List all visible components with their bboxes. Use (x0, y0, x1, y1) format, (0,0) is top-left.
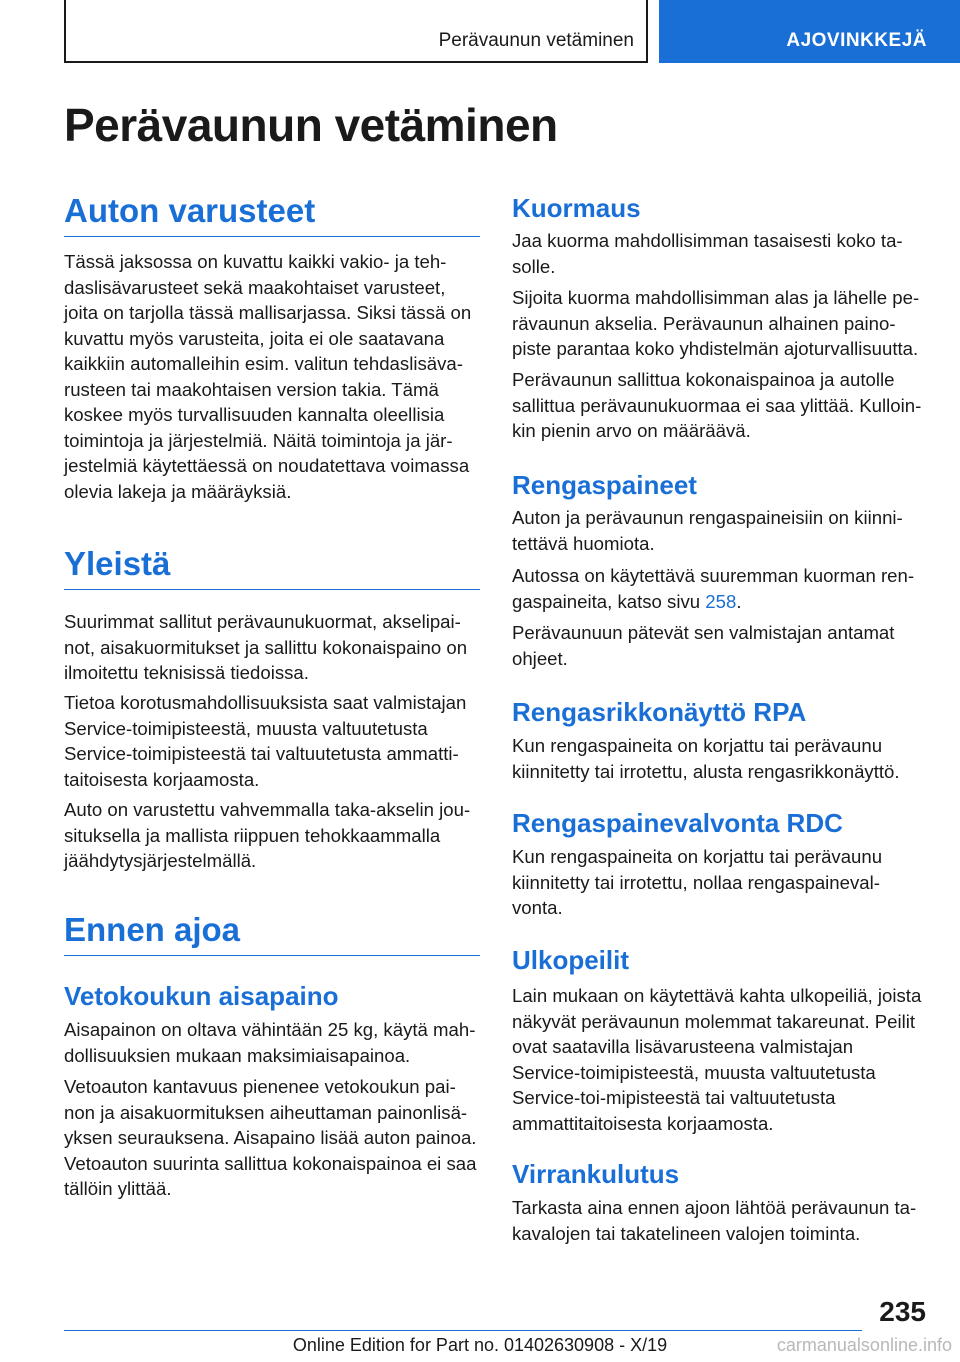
paragraph-general-1: Suurimmat sallitut perävaunukuormat, akselipai-not, aisakuormitukset ja sallittu kokonaispaino on ilmoitettu teknisissä tiedoissa. (64, 611, 468, 683)
header-section-tab (64, 0, 648, 63)
paragraph-mirrors: Lain mukaan on käytettävä kahta ulkopeiliä, joista näkyvät perävaunun molemmat takareunat. Peilit ovat saatavilla lisävarusteena valmistajan Service-toimipisteestä, muusta valtuutetusta Service-toi-mipisteestä tai valtuutetusta ammattitaitoisesta korjaamosta. (512, 985, 922, 1134)
heading-yleista: Yleistä (64, 545, 480, 590)
paragraph-tyre-3: Perävaunuun pätevät sen valmistajan antamat ohjeet. (512, 622, 895, 669)
paragraph-loading-1: Jaa kuorma mahdollisimman tasaisesti koko ta-solle. (512, 230, 903, 277)
heading-rdc: Rengaspainevalvonta RDC (512, 808, 843, 838)
heading-rengaspaineet: Rengaspaineet (512, 470, 697, 500)
paragraph-equipment: Tässä jaksossa on kuvattu kaikki vakio- ja teh-daslisävarusteet sekä maakohtaiset varusteet, joita on tarjolla tässä mallisarjassa. Siksi tässä on kuvattu myös varusteita, joita ei ole saatavana kaikkiin automalleihin esim. valitun tehdaslisäva-rusteen tai maakohtaisen version takia. Tämä koskee myös turvallisuuden kannalta oleellisia toimintoja ja järjestelmiä. Näitä toimintoja ja jär-jestelmiä käytettäessä on noudatettava voimassa olevia lakeja ja määräyksiä. (64, 251, 472, 502)
paragraph-rdc: Kun rengaspaineita on korjattu tai perävaunu kiinnitetty tai irrotettu, nollaa rengaspaineval-vonta. (512, 846, 883, 918)
subheading-vetokoukun-aisapaino: Vetokoukun aisapaino (64, 981, 339, 1011)
paragraph-loading-3: Perävaunun sallittua kokonaispainoa ja autolle sallittua perävaunukuormaa ei saa ylittää. Kulloin-kin pienin arvo on määräävä. (512, 369, 922, 441)
paragraph-general-2: Tietoa korotusmahdollisuuksista saat valmistajan Service-toimipisteestä, muusta valtuutetusta Service-toimipisteestä tai valtuutetusta ammatti-taitoisesta korjaamosta. (64, 692, 467, 790)
page-title: Perävaunun vetäminen (64, 99, 558, 151)
heading-kuormaus: Kuormaus (512, 193, 641, 223)
paragraph-tyre-2-end: . (736, 590, 742, 612)
header-chapter-tab (659, 0, 960, 63)
watermark-logo: carmanualsonline.info (776, 1335, 952, 1355)
page-link-258[interactable]: 258 (705, 590, 737, 612)
paragraph-general-3: Auto on varustettu vahvemmalla taka-akselin jou-situksella ja mallista riippuen tehokkaammalla jäähdytysjärjestelmällä. (64, 799, 471, 871)
paragraph-before-2: Vetoauton kantavuus pienenee vetokoukun pai-non ja aisakuormituksen aiheuttaman painonlisä-yksen seurauksena. Aisapaino lisää auton painoa. Vetoauton suurinta sallittua kokonaispainoa ei saa tällöin ylittää. (64, 1076, 477, 1199)
heading-auton-varusteet: Auton varusteet (64, 192, 480, 237)
paragraph-rpa: Kun rengaspaineita on korjattu tai perävaunu kiinnitetty tai irrotettu, alusta rengasrikkonäyttö. (512, 735, 900, 782)
heading-ennen-ajoa: Ennen ajoa (64, 911, 480, 956)
heading-ulkopeilit: Ulkopeilit (512, 945, 630, 975)
paragraph-before-1: Aisapainon on oltava vähintään 25 kg, käytä mah-dollisuuksien mukaan maksimiaisapainoa. (64, 1019, 476, 1066)
paragraph-loading-2: Sijoita kuorma mahdollisimman alas ja lähelle pe-rävaunun akselia. Perävaunun alhainen paino-piste parantaa koko yhdistelmän ajoturvallisuutta. (512, 287, 920, 359)
paragraph-tyre-2-text: Autossa on käytettävä suuremman kuorman ren-gaspaineita, katso sivu (512, 565, 915, 612)
paragraph-tyre-2 (512, 563, 924, 614)
heading-rpa: Rengasrikkonäyttö RPA (512, 697, 807, 727)
footer-edition: Online Edition for Part no. 01402630908 - X/19 (292, 1335, 668, 1355)
header-chapter-title: AJOVINKKEJÄ (786, 30, 927, 51)
heading-virrankulutus: Virrankulutus (512, 1159, 680, 1189)
header-section-title: Perävaunun vetäminen (438, 30, 634, 51)
footer-divider (64, 1330, 862, 1331)
paragraph-power: Tarkasta aina ennen ajoon lähtöä perävaunun ta-kavalojen tai takatelineen valojen toiminta. (512, 1197, 917, 1244)
page-number: 235 (879, 1296, 926, 1327)
paragraph-tyre-1: Auton ja perävaunun rengaspaineisiin on kiinni-tettävä huomiota. (512, 507, 903, 554)
